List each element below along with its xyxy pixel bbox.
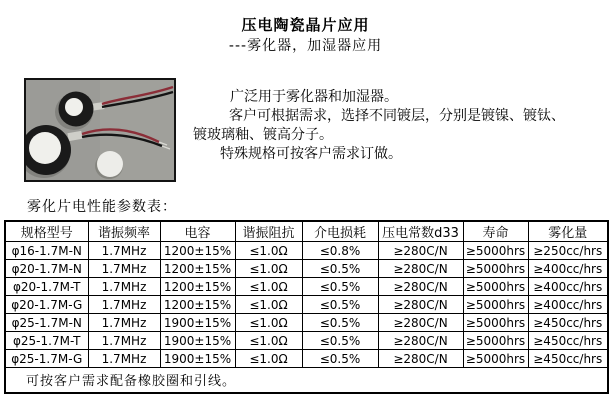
table-cell: ≥280C/N	[378, 278, 463, 296]
table-row	[5, 260, 608, 278]
table-cell: ≤0.5%	[302, 278, 378, 296]
table-cell: φ20-1.7M-G	[5, 296, 88, 314]
table-cell: ≥250cc/hrs	[528, 242, 608, 260]
table-footnote: 可按客户需求配备橡胶圈和引线。	[5, 368, 608, 394]
table-cell: ≤0.5%	[302, 350, 378, 368]
table-cell: 1900±15%	[160, 332, 235, 350]
description-line: 特殊规格可按客户需求订做。	[220, 146, 402, 162]
table-cell: 1.7MHz	[88, 296, 160, 314]
table-cell: ≥5000hrs	[463, 314, 528, 332]
table-cell: 1900±15%	[160, 350, 235, 368]
col-header-piezoelectric-constant: 压电常数d33	[378, 221, 463, 242]
table-cell: ≤1.0Ω	[235, 278, 302, 296]
table-cell: 1.7MHz	[88, 350, 160, 368]
table-cell: ≤1.0Ω	[235, 242, 302, 260]
table-cell: ≤0.5%	[302, 296, 378, 314]
ceramic-discs-illustration	[26, 80, 174, 180]
table-cell: 1.7MHz	[88, 242, 160, 260]
page-title: 压电陶瓷晶片应用	[241, 16, 370, 34]
col-header-resonant-impedance: 谐振阻抗	[235, 221, 302, 242]
product-description	[193, 88, 608, 164]
table-cell: ≤1.0Ω	[235, 350, 302, 368]
table-cell: 1200±15%	[160, 260, 235, 278]
table-row	[5, 332, 608, 350]
product-photo	[24, 78, 176, 182]
table-footnote-row	[5, 368, 608, 394]
table-cell: φ25-1.7M-N	[5, 314, 88, 332]
table-header-row	[5, 221, 608, 242]
table-cell: ≤1.0Ω	[235, 314, 302, 332]
table-cell: ≥280C/N	[378, 314, 463, 332]
table-cell: φ25-1.7M-T	[5, 332, 88, 350]
table-cell: ≥5000hrs	[463, 260, 528, 278]
table-cell: 1200±15%	[160, 296, 235, 314]
table-cell: ≥280C/N	[378, 350, 463, 368]
table-cell: ≥400cc/hrs	[528, 296, 608, 314]
ceramic-disc-face	[65, 98, 83, 116]
description-line: 广泛用于雾化器和加湿器。	[230, 89, 398, 105]
table-cell: ≥5000hrs	[463, 242, 528, 260]
col-header-capacitance: 电容	[160, 221, 235, 242]
table-cell: 1.7MHz	[88, 260, 160, 278]
col-header-model: 规格型号	[5, 221, 88, 242]
table-cell: φ20-1.7M-N	[5, 260, 88, 278]
table-cell: 1.7MHz	[88, 278, 160, 296]
table-cell: ≥450cc/hrs	[528, 332, 608, 350]
table-cell: ≥450cc/hrs	[528, 314, 608, 332]
table-row	[5, 242, 608, 260]
table-cell: φ16-1.7M-N	[5, 242, 88, 260]
table-cell: ≥280C/N	[378, 296, 463, 314]
col-header-atomization-rate: 雾化量	[528, 221, 608, 242]
table-cell: 1200±15%	[160, 242, 235, 260]
table-cell: 1.7MHz	[88, 314, 160, 332]
table-cell: 1.7MHz	[88, 332, 160, 350]
table-cell: ≤1.0Ω	[235, 332, 302, 350]
table-cell: ≥5000hrs	[463, 332, 528, 350]
table-cell: ≤1.0Ω	[235, 260, 302, 278]
table-row	[5, 314, 608, 332]
table-cell: φ20-1.7M-T	[5, 278, 88, 296]
col-header-dielectric-loss: 介电损耗	[302, 221, 378, 242]
table-cell: ≥5000hrs	[463, 350, 528, 368]
table-cell: ≤1.0Ω	[235, 296, 302, 314]
description-line: 镀玻璃釉、镀高分子。	[193, 127, 333, 143]
table-cell: ≤0.5%	[302, 332, 378, 350]
table-cell: ≥280C/N	[378, 242, 463, 260]
table-cell: ≥280C/N	[378, 332, 463, 350]
table-cell: ≤0.8%	[302, 242, 378, 260]
table-cell: ≥5000hrs	[463, 278, 528, 296]
col-header-resonant-frequency: 谐振频率	[88, 221, 160, 242]
description-line: 客户可根据需求，选择不同镀层，分别是镀镍、镀钛、	[229, 108, 565, 124]
col-header-lifetime: 寿命	[463, 221, 528, 242]
table-caption: 雾化片电性能参数表：	[27, 199, 177, 215]
table-cell: ≥280C/N	[378, 260, 463, 278]
table-cell: ≥5000hrs	[463, 296, 528, 314]
bare-ceramic-disc	[97, 151, 123, 177]
table-row	[5, 350, 608, 368]
table-cell: φ25-1.7M-G	[5, 350, 88, 368]
table-cell: ≥400cc/hrs	[528, 260, 608, 278]
table-cell: ≥400cc/hrs	[528, 278, 608, 296]
table-cell: ≥450cc/hrs	[528, 350, 608, 368]
page-subtitle: ---雾化器，加湿器应用	[228, 38, 383, 54]
ceramic-disc-face	[29, 132, 61, 164]
table-row	[5, 278, 608, 296]
table-row	[5, 296, 608, 314]
table-cell: 1900±15%	[160, 314, 235, 332]
spec-table	[4, 220, 609, 394]
table-cell: 1200±15%	[160, 278, 235, 296]
table-cell: ≤0.5%	[302, 314, 378, 332]
table-cell: ≤0.5%	[302, 260, 378, 278]
